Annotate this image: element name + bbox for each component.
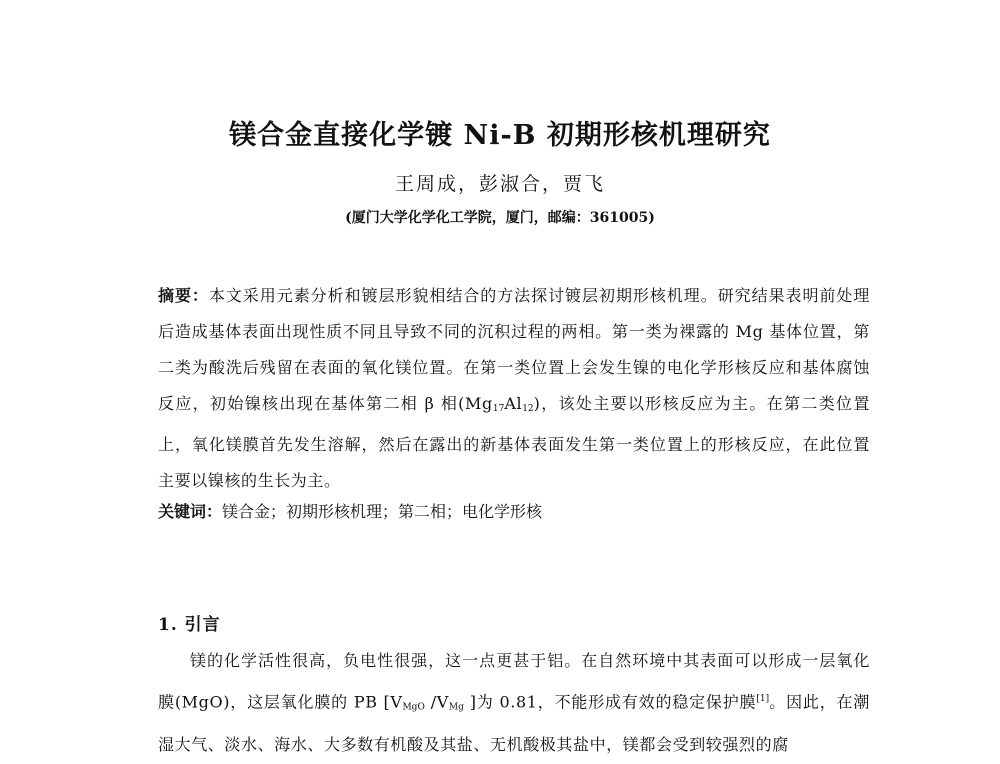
keywords-text: 镁合金；初期形核机理；第二相；电化学形核 [222,502,543,521]
affiliation: (厦门大学化学化工学院，厦门，邮编：361005) [345,210,655,226]
intro-subscript: Mg [448,702,464,713]
intro-text: /V [424,692,449,712]
paper-title: 镁合金直接化学镀 Ni-B 初期形核机理研究 [229,120,771,151]
keywords-line [158,498,870,526]
abstract-subscript: 12 [522,404,534,414]
abstract-text: )，该处主要以形核反应为主。在第二类位置上，氧化镁膜首先发生溶解，然后在露出的新基体表面发生第一类位置上的形核反应，在此位置主要以镍核的生长为主。 [158,394,870,490]
citation-ref[interactable]: [1] [756,694,770,704]
abstract-subscript: 17 [492,404,505,414]
intro-paragraph [158,642,870,764]
intro-text: 镁的化学活性很高，负电性很强，这一点更甚于铝。在自然环境中其表面可以形成一层氧化膜(MgO)，这层氧化膜的 PB [V [158,651,870,712]
section-heading: 1. 引言 [158,615,221,635]
abstract-text: 本文采用元素分析和镀层形貌相结合的方法探讨镀层初期形核机理。研究结果表明前处理后造成基体表面出现性质不同且导致不同的沉积过程的两相。第一类为裸露的 Mg 基体位置，第二类为酸洗后残留在表面的氧化镁位置。在第一类位置上会发生镍的电化学形核反应和基体腐蚀反应，初始镍核出现在基体第二相 β 相(Mg [158,286,870,413]
abstract-paragraph [158,278,870,499]
abstract-text: Al [504,394,523,413]
author-list: 王周成，彭淑合，贾飞 [394,173,605,195]
keywords-label: 关键词： [158,502,223,521]
intro-text: ]为 0.81，不能形成有效的稳定保护膜 [463,692,757,712]
intro-subscript: MgO [402,702,425,713]
intro-text: 。因此，在潮湿大气、淡水、海水、大多数有机酸及其盐、无机酸极其盐中，镁都会受到较强烈的腐 [158,692,870,755]
abstract-label: 摘要： [158,286,209,305]
